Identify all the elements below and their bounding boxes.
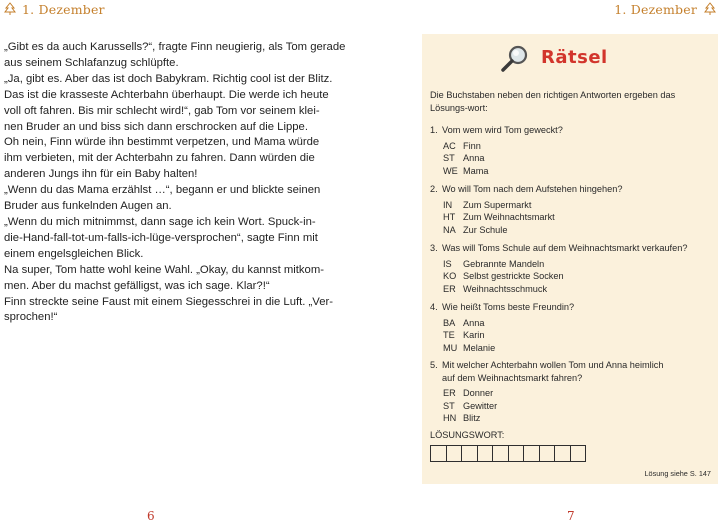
quiz-question	[430, 124, 715, 177]
story-line: einem engelsgleichen Blick.	[4, 247, 144, 260]
solution-letter-box[interactable]	[539, 445, 555, 462]
quiz-box	[422, 34, 718, 484]
answer-option: NA Zur Schule	[443, 224, 508, 235]
quiz-question	[430, 242, 715, 295]
story-line: „Wenn du das Mama erzählst …“, begann er und blickte seinen	[4, 184, 321, 197]
quiz-title: Rätsel	[541, 47, 608, 68]
solution-label: LÖSUNGSWORT:	[430, 430, 505, 440]
quiz-question	[430, 359, 715, 425]
answer-option: HN Blitz	[443, 413, 481, 424]
answer-option: IS Gebrannte Mandeln	[443, 258, 545, 269]
question-number: 3.	[430, 243, 438, 253]
story-line: Finn streckte seine Faust mit einem Siegesschrei in die Luft. „Ver-	[4, 295, 334, 308]
question-text: Wie heißt Toms beste Freundin?	[442, 302, 575, 312]
answer-option: BA Anna	[443, 317, 485, 328]
question-text: Was will Toms Schule auf dem Weihnachtsmarkt verkaufen?	[442, 243, 688, 253]
answer-option: HT Zum Weihnachtsmarkt	[443, 212, 555, 223]
solution-word-boxes	[430, 445, 586, 462]
story-line: anderen Jungs ihn für ein Baby halten!	[4, 168, 198, 181]
solution-letter-box[interactable]	[554, 445, 570, 462]
page-number-left: 6	[147, 509, 155, 523]
story-line: nen Bruder an und biss sich dann erschrocken auf die Lippe.	[4, 120, 308, 133]
question-number: 2.	[430, 184, 438, 194]
question-text: Vom wem wird Tom geweckt?	[442, 125, 563, 135]
solution-page-reference: Lösung siehe S. 147	[644, 469, 711, 478]
story-line: ihm verbieten, mit der Achterbahn zu fahren. Dann würden die	[4, 152, 315, 165]
solution-letter-box[interactable]	[477, 445, 493, 462]
answer-option: ST Gewitter	[443, 400, 498, 411]
solution-letter-box[interactable]	[461, 445, 477, 462]
answer-option: AC Finn	[443, 140, 481, 151]
answer-option: ST Anna	[443, 153, 485, 164]
christmas-tree-icon	[704, 2, 716, 16]
quiz-instructions: Die Buchstaben neben den richtigen Antworten ergeben das Lösungs-wort:	[430, 90, 676, 113]
story-line: voll oft fahren. Bis mir schlecht wird!“, gab Tom vor seinem klei-	[4, 104, 320, 117]
question-number: 4.	[430, 302, 438, 312]
story-line: sprochen!“	[4, 311, 58, 324]
answer-option: ER Weihnachtsschmuck	[443, 283, 548, 294]
quiz-question	[430, 183, 715, 236]
story-line: Na super, Tom hatte wohl keine Wahl. „Okay, du kannst mitkom-	[4, 263, 325, 276]
page-number-right: 7	[567, 509, 575, 523]
story-line: aus seinem Schlafanzug schlüpfte.	[4, 56, 179, 69]
answer-option: MU Melanie	[443, 342, 496, 353]
answer-option: KO Selbst gestrickte Socken	[443, 271, 564, 282]
solution-letter-box[interactable]	[523, 445, 539, 462]
story-text	[4, 40, 346, 326]
question-number: 1.	[430, 125, 438, 135]
solution-letter-box[interactable]	[430, 445, 446, 462]
question-number: 5.	[430, 360, 438, 370]
chapter-header-left: 1. Dezember	[22, 2, 105, 17]
christmas-tree-icon	[4, 2, 16, 16]
question-text: Mit welcher Achterbahn wollen Tom und Anna heimlich	[442, 360, 664, 370]
story-line: „Ja, gibt es. Aber das ist doch Babykram. Richtig cool ist der Blitz.	[4, 72, 333, 85]
answer-option: TE Karin	[443, 330, 485, 341]
right-page	[360, 0, 720, 527]
solution-letter-box[interactable]	[570, 445, 587, 462]
story-line: „Wenn du mich mitnimmst, dann sage ich kein Wort. Spuck-in-	[4, 215, 316, 228]
question-text: Wo will Tom nach dem Aufstehen hingehen?	[442, 184, 623, 194]
story-line: „Gibt es da auch Karussells?“, fragte Finn neugierig, als Tom gerade	[4, 41, 346, 53]
magnifying-glass-icon	[500, 44, 530, 74]
story-line: die-Hand-fall-tot-um-falls-ich-lüge-versprochen“, sagte Finn mit	[4, 231, 318, 244]
story-line: Bruder aus funkelnden Augen an.	[4, 200, 172, 213]
quiz-question	[430, 301, 715, 354]
story-line: Das ist die krasseste Achterbahn überhaupt. Die werde ich heute	[4, 88, 329, 101]
solution-letter-box[interactable]	[446, 445, 462, 462]
answer-option: ER Donner	[443, 388, 494, 399]
solution-letter-box[interactable]	[508, 445, 524, 462]
story-line: men. Aber du machst gefälligst, was ich sage. Klar?!“	[4, 279, 270, 292]
solution-letter-box[interactable]	[492, 445, 508, 462]
story-line: Oh nein, Finn würde ihn bestimmt verpetzen, und Mama würde	[4, 136, 320, 149]
answer-option: WE Mama	[443, 165, 489, 176]
chapter-header-right: 1. Dezember	[614, 2, 697, 17]
answer-option: IN Zum Supermarkt	[443, 199, 532, 210]
question-text-continued: auf dem Weihnachtsmarkt fahren?	[442, 372, 583, 383]
